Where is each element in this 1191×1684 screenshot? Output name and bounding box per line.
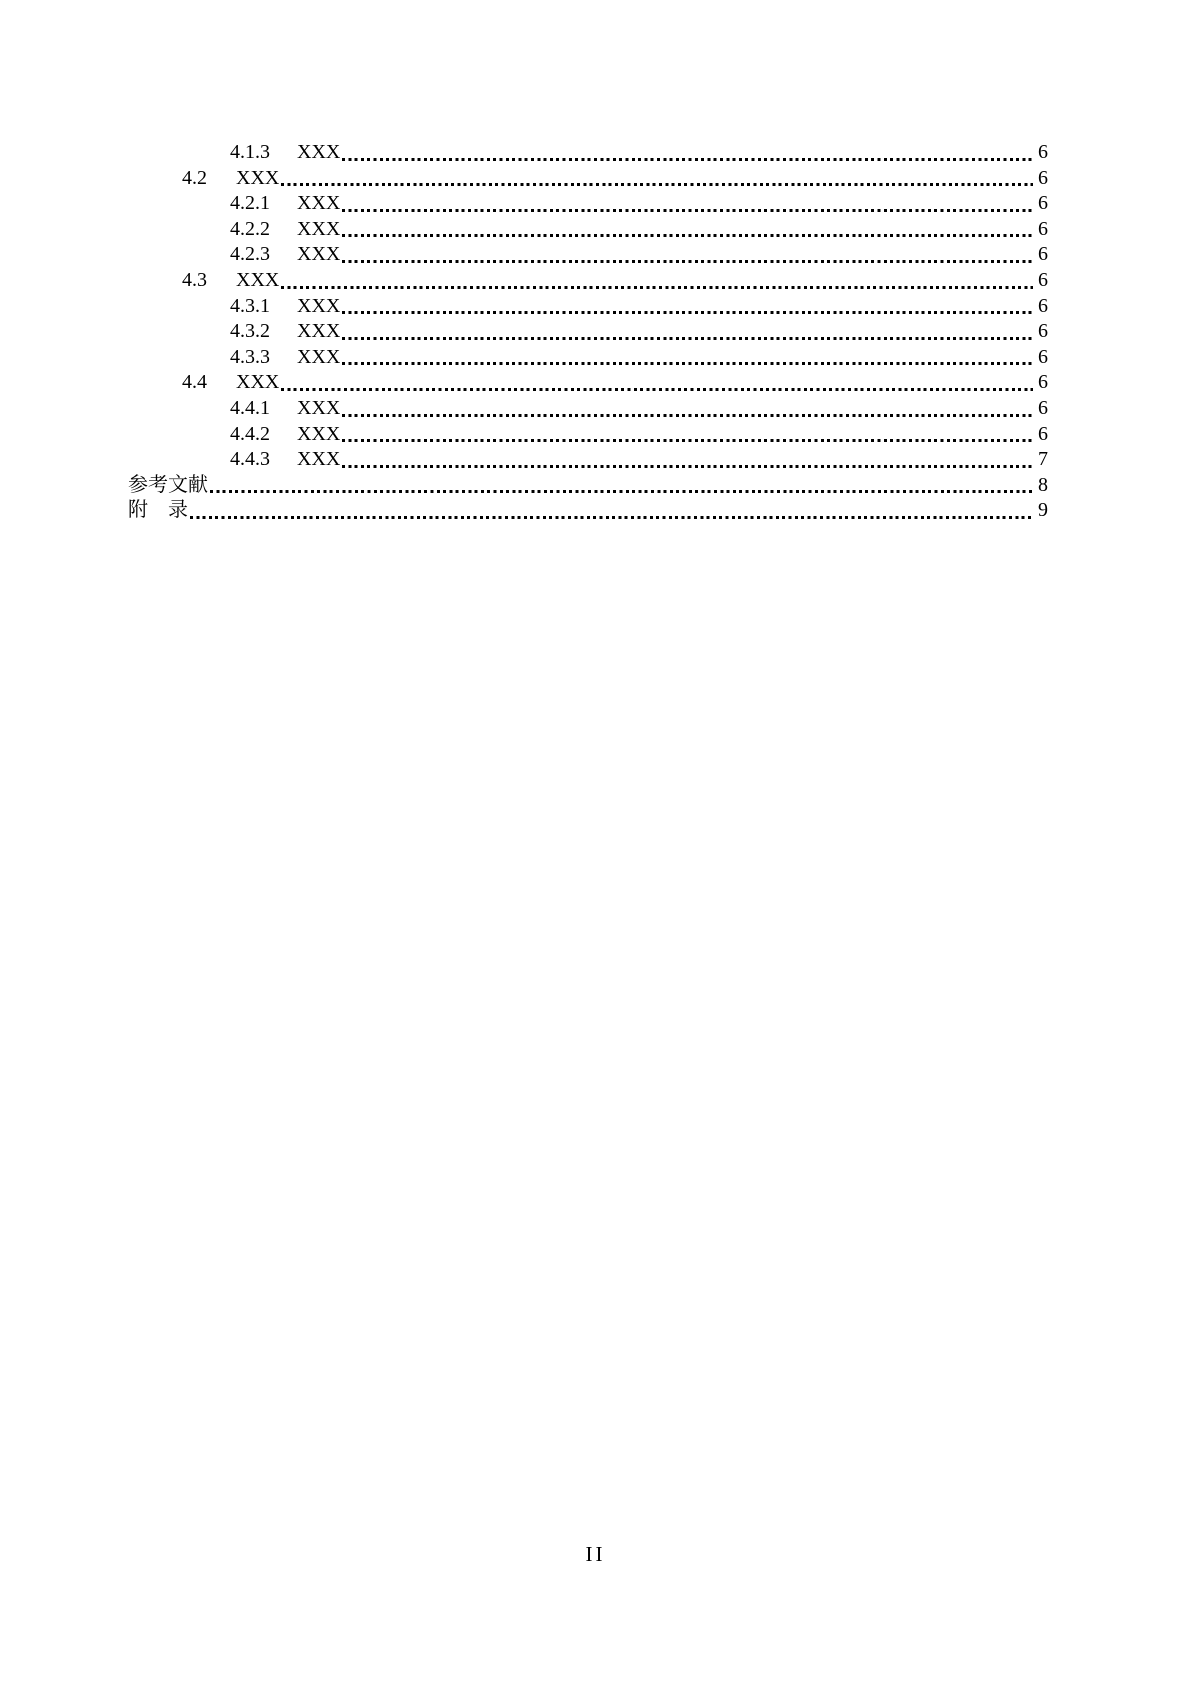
toc-entry-page-number: 6 (1038, 141, 1048, 163)
toc-entry[interactable] (128, 242, 1048, 268)
toc-entry-title: XXX (297, 294, 341, 317)
toc-entry-appendix[interactable] (128, 498, 1048, 524)
dot-leader (342, 465, 1033, 468)
toc-entry-title: XXX (297, 422, 341, 445)
dot-leader (342, 439, 1033, 442)
toc-entry-page-number: 7 (1038, 448, 1048, 471)
toc-entry[interactable] (128, 191, 1048, 217)
toc-entry-number: 4.3.2 (230, 320, 270, 343)
dot-leader (342, 260, 1033, 263)
toc-entry-page-number: 8 (1038, 473, 1048, 496)
toc-entry-page-number: 6 (1038, 268, 1048, 291)
dot-leader (342, 209, 1033, 212)
toc-entry-title: XXX (236, 166, 280, 189)
dot-leader (281, 183, 1033, 186)
toc-entry-number: 4.2.3 (230, 243, 270, 266)
toc-entry[interactable] (128, 166, 1048, 192)
table-of-contents (128, 140, 1048, 524)
toc-entry-title: 附 录 (128, 499, 188, 522)
dot-leader (342, 234, 1033, 237)
toc-entry[interactable] (128, 370, 1048, 396)
toc-entry-number: 4.2.2 (230, 217, 270, 240)
toc-entry[interactable] (128, 345, 1048, 371)
toc-entry-title: XXX (236, 268, 280, 291)
toc-entry-number: 4.3.1 (230, 294, 270, 317)
toc-entry-title: XXX (297, 243, 341, 266)
dot-leader (281, 388, 1033, 391)
toc-entry-page-number: 6 (1038, 422, 1048, 445)
toc-entry-page-number: 6 (1038, 345, 1048, 368)
toc-entry-number: 4.4.3 (230, 448, 270, 471)
toc-entry-page-number: 6 (1038, 294, 1048, 317)
toc-entry-title: XXX (297, 192, 341, 215)
toc-entry-title: XXX (297, 217, 341, 240)
toc-entry-title: XXX (297, 320, 341, 343)
toc-entry[interactable] (128, 422, 1048, 448)
dot-leader (210, 490, 1033, 493)
toc-entry[interactable] (128, 396, 1048, 422)
toc-entry[interactable] (128, 294, 1048, 320)
dot-leader (281, 286, 1033, 289)
toc-entry-number: 4.2 (182, 166, 207, 189)
toc-entry-title: XXX (297, 345, 341, 368)
toc-entry-number: 4.4.1 (230, 396, 270, 419)
toc-entry-page-number: 6 (1038, 217, 1048, 240)
toc-entry-number: 4.4 (182, 371, 207, 394)
toc-entry-number: 4.1.3 (230, 141, 270, 163)
toc-entry-number: 4.2.1 (230, 192, 270, 215)
toc-entry[interactable] (128, 217, 1048, 243)
toc-entry-title: XXX (236, 371, 280, 394)
toc-entry[interactable] (128, 140, 1048, 166)
toc-entry-page-number: 6 (1038, 192, 1048, 215)
toc-entry[interactable] (128, 268, 1048, 294)
toc-entry[interactable] (128, 447, 1048, 473)
toc-entry-title: XXX (297, 141, 341, 163)
toc-entry-page-number: 6 (1038, 166, 1048, 189)
footer-page-number: II (585, 1542, 606, 1566)
toc-entry-number: 4.4.2 (230, 422, 270, 445)
toc-entry-title: XXX (297, 448, 341, 471)
dot-leader (342, 414, 1033, 417)
toc-entry-page-number: 6 (1038, 320, 1048, 343)
dot-leader (342, 158, 1033, 161)
toc-entry-page-number: 6 (1038, 371, 1048, 394)
toc-entry-references[interactable] (128, 473, 1048, 499)
toc-entry-title: XXX (297, 396, 341, 419)
dot-leader (342, 311, 1033, 314)
toc-entry-number: 4.3 (182, 268, 207, 291)
dot-leader (342, 337, 1033, 340)
toc-entry-number: 4.3.3 (230, 345, 270, 368)
toc-entry-title: 参考文献 (128, 473, 208, 496)
toc-entry-page-number: 6 (1038, 396, 1048, 419)
dot-leader (342, 362, 1033, 365)
toc-entry-page-number: 6 (1038, 243, 1048, 266)
toc-entry[interactable] (128, 319, 1048, 345)
toc-entry-page-number: 9 (1038, 499, 1048, 522)
dot-leader (190, 516, 1033, 519)
